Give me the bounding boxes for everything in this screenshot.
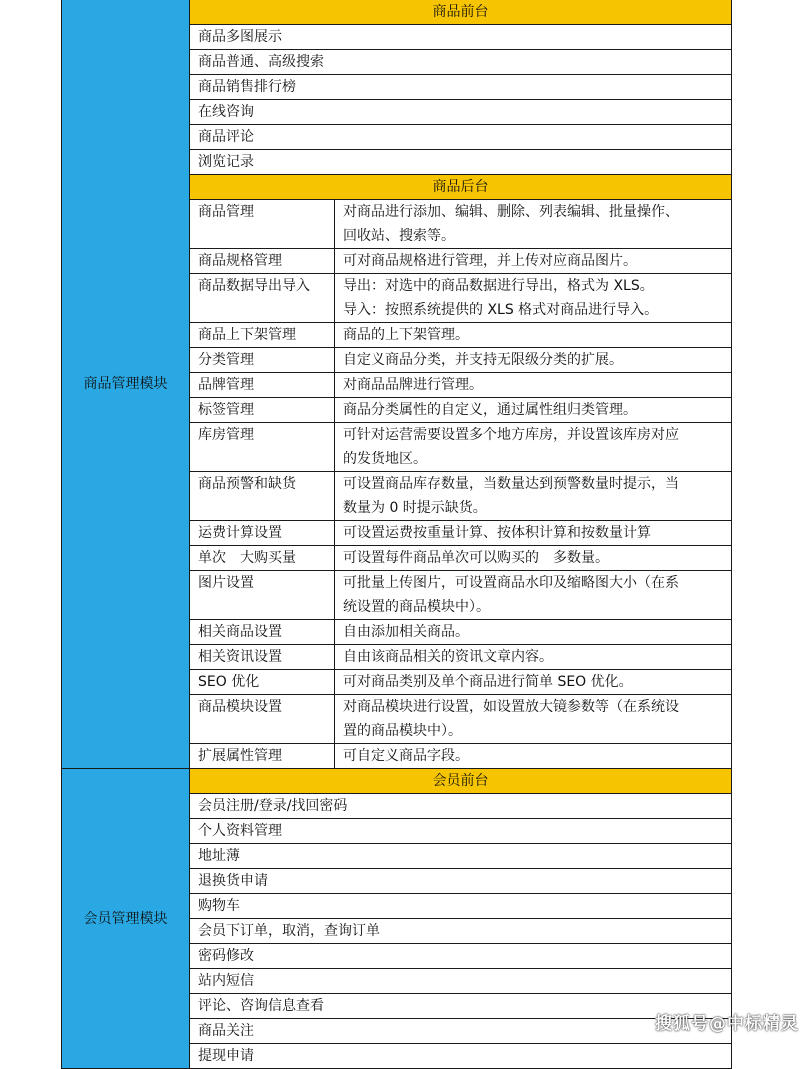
watermark: 搜狐号@中标精灵 xyxy=(655,1014,799,1034)
description-line: 商品分类属性的自定义，通过属性组归类管理。 xyxy=(343,402,637,418)
feature-description xyxy=(335,323,732,348)
feature-item: 浏览记录 xyxy=(190,150,732,175)
feature-item: 商品销售排行榜 xyxy=(190,75,732,100)
feature-item: 个人资料管理 xyxy=(190,819,732,844)
feature-description xyxy=(335,521,732,546)
description-line: 可批量上传图片，可设置商品水印及缩略图大小（在系 xyxy=(343,575,679,591)
feature-name: 图片设置 xyxy=(190,571,335,620)
feature-item: 商品关注 xyxy=(190,1019,732,1044)
feature-description xyxy=(335,744,732,769)
feature-item: 购物车 xyxy=(190,894,732,919)
feature-item: 退换货申请 xyxy=(190,869,732,894)
description-line: 可设置商品库存数量，当数量达到预警数量时提示，当 xyxy=(343,476,679,492)
section-header-member-frontend: 会员前台 xyxy=(190,769,732,794)
feature-name: 运费计算设置 xyxy=(190,521,335,546)
module-cell-member: 会员管理模块 xyxy=(62,769,190,1069)
feature-item: 站内短信 xyxy=(190,969,732,994)
feature-name: 商品规格管理 xyxy=(190,249,335,274)
feature-name: 商品上下架管理 xyxy=(190,323,335,348)
feature-name: 相关资讯设置 xyxy=(190,645,335,670)
feature-name: 单次 大购买量 xyxy=(190,546,335,571)
feature-description xyxy=(335,695,732,744)
feature-name: 相关商品设置 xyxy=(190,620,335,645)
feature-name: 商品数据导出导入 xyxy=(190,274,335,323)
feature-description xyxy=(335,546,732,571)
feature-description xyxy=(335,620,732,645)
description-line: 商品的上下架管理。 xyxy=(343,327,469,343)
description-line: 置的商品模块中）。 xyxy=(343,723,462,739)
description-line: 的发货地区。 xyxy=(343,451,427,467)
feature-item: 商品普通、高级搜索 xyxy=(190,50,732,75)
feature-name: 商品模块设置 xyxy=(190,695,335,744)
feature-item: 密码修改 xyxy=(190,944,732,969)
description-line: 导出：对选中的商品数据进行导出，格式为 XLS。 xyxy=(343,278,654,294)
feature-name: 标签管理 xyxy=(190,398,335,423)
feature-item: 会员下订单，取消，查询订单 xyxy=(190,919,732,944)
feature-spec-table xyxy=(61,0,732,1069)
feature-name: 商品管理 xyxy=(190,200,335,249)
feature-description xyxy=(335,472,732,521)
description-line: 自由该商品相关的资讯文章内容。 xyxy=(343,649,553,665)
feature-item: 地址薄 xyxy=(190,844,732,869)
section-header-product-frontend: 商品前台 xyxy=(190,0,732,25)
feature-name: 分类管理 xyxy=(190,348,335,373)
description-line: 可针对运营需要设置多个地方库房，并设置该库房对应 xyxy=(343,427,679,443)
description-line: 自由添加相关商品。 xyxy=(343,624,469,640)
feature-name: 品牌管理 xyxy=(190,373,335,398)
feature-description xyxy=(335,398,732,423)
feature-description xyxy=(335,200,732,249)
description-line: 可对商品类别及单个商品进行简单 SEO 优化。 xyxy=(343,674,633,690)
description-line: 自定义商品分类，并支持无限级分类的扩展。 xyxy=(343,352,623,368)
feature-name: 商品预警和缺货 xyxy=(190,472,335,521)
feature-description xyxy=(335,348,732,373)
description-line: 统设置的商品模块中）。 xyxy=(343,599,490,615)
description-line: 可对商品规格进行管理，并上传对应商品图片。 xyxy=(343,253,637,269)
feature-description xyxy=(335,274,732,323)
feature-description xyxy=(335,571,732,620)
feature-description xyxy=(335,670,732,695)
description-line: 导入：按照系统提供的 XLS 格式对商品进行导入。 xyxy=(343,302,659,318)
feature-name: SEO 优化 xyxy=(190,670,335,695)
feature-name: 扩展属性管理 xyxy=(190,744,335,769)
description-line: 回收站、搜索等。 xyxy=(343,228,455,244)
feature-item: 在线咨询 xyxy=(190,100,732,125)
feature-name: 库房管理 xyxy=(190,423,335,472)
feature-description xyxy=(335,423,732,472)
section-header-product-backend: 商品后台 xyxy=(190,175,732,200)
feature-item: 商品评论 xyxy=(190,125,732,150)
feature-description xyxy=(335,249,732,274)
feature-description xyxy=(335,373,732,398)
description-line: 对商品品牌进行管理。 xyxy=(343,377,483,393)
feature-item: 会员注册/登录/找回密码 xyxy=(190,794,732,819)
description-line: 可设置每件商品单次可以购买的 多数量。 xyxy=(343,550,609,566)
module-cell-product: 商品管理模块 xyxy=(62,0,190,769)
feature-item: 提现申请 xyxy=(190,1044,732,1069)
feature-item: 评论、咨询信息查看 xyxy=(190,994,732,1019)
description-line: 对商品模块进行设置，如设置放大镜参数等（在系统设 xyxy=(343,699,679,715)
description-line: 可自定义商品字段。 xyxy=(343,748,469,764)
feature-item: 商品多图展示 xyxy=(190,25,732,50)
description-line: 数量为 0 时提示缺货。 xyxy=(343,500,487,516)
feature-description xyxy=(335,645,732,670)
description-line: 对商品进行添加、编辑、删除、列表编辑、批量操作、 xyxy=(343,204,679,220)
description-line: 可设置运费按重量计算、按体积计算和按数量计算 xyxy=(343,525,651,541)
